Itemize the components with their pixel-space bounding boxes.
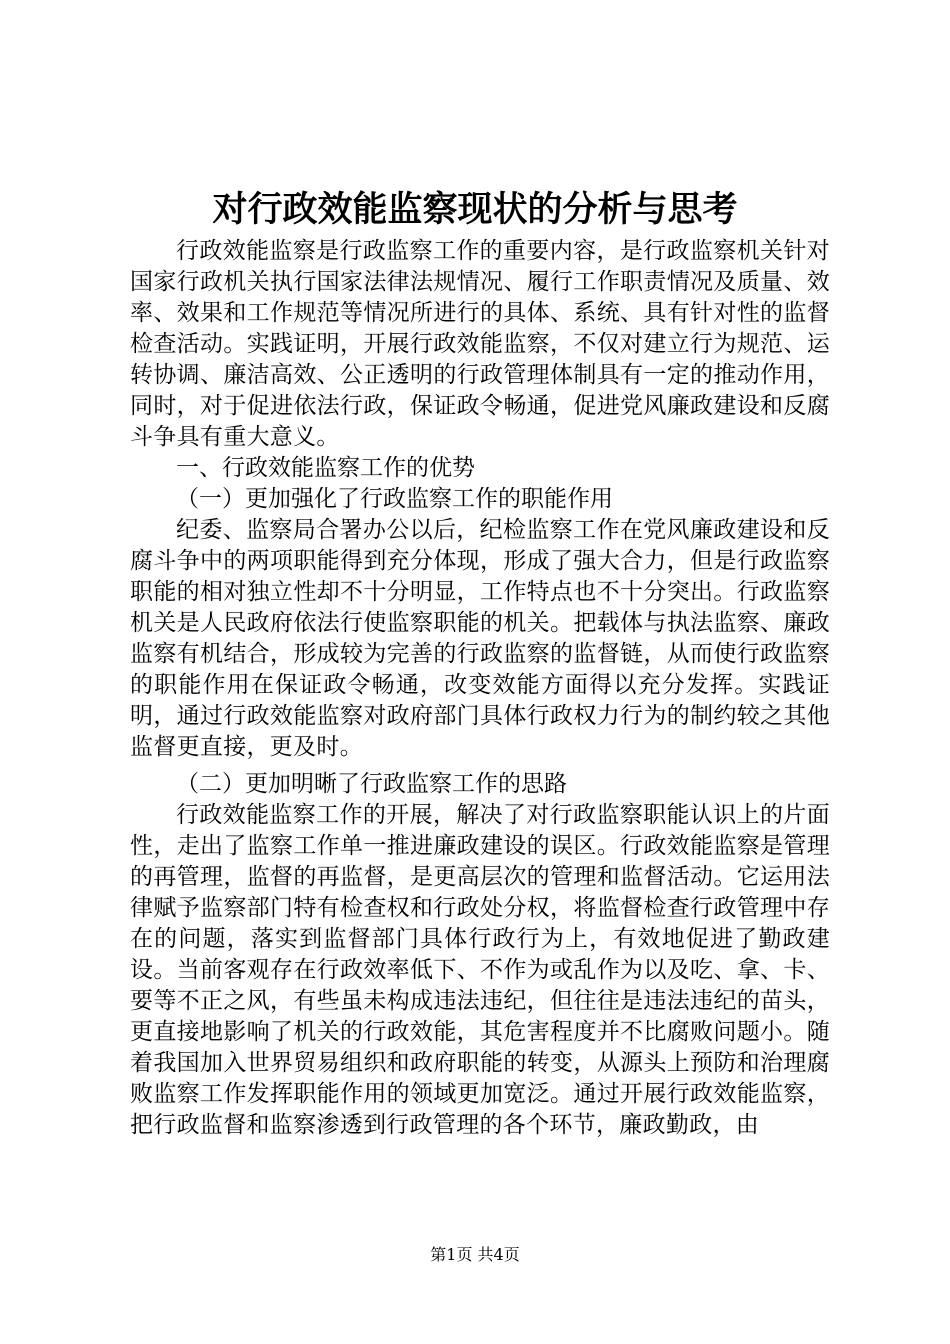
paragraph-2: 纪委、监察局合署办公以后，纪检监察工作在党风廉政建设和反腐斗争中的两项职能得到充分体现，形成了强大合力，但是行政监察职能的相对独立性却不十分明显，工作特点也不十分突出。行政监察机关是人民政府依法行使监察职能的机关。把载体与执法监察、廉政监察有机结合，形成较为完善的行政监察的监督链，从而使行政监察的职能作用在保证政令畅通，改变效能方面得以充分发挥。实践证明，通过行政效能监察对政府部门具体行政权力行为的制约较之其他监督更直接，更及时。: [130, 517, 830, 760]
page-number-footer: 第1页 共4页: [430, 1245, 520, 1264]
subheading-1: （一）更加强化了行政监察工作的职能作用: [176, 486, 613, 512]
subheading-2: （二）更加明晰了行政监察工作的思路: [176, 771, 567, 797]
section-heading: 一、行政效能监察工作的优势: [176, 455, 475, 481]
document-body: [130, 236, 830, 1141]
paragraph-3: 行政效能监察工作的开展，解决了对行政监察职能认识上的片面性，走出了监察工作单一推进廉政建设的误区。行政效能监察是管理的再管理，监督的再监督，是更高层次的管理和监督活动。它运用法律赋予监察部门特有检查权和行政处分权，将监督检查行政管理中存在的问题，落实到监督部门具体行政行为上，有效地促进了勤政建设。当前客观存在行政效率低下、不作为或乱作为以及吃、拿、卡、要等不正之风，有些虽未构成违法违纪，但往往是违法违纪的苗头，更直接地影响了机关的行政效能，其危害程度并不比腐败问题小。随着我国加入世界贸易组织和政府职能的转变，从源头上预防和治理腐败监察工作发挥职能作用的领域更加宽泛。通过开展行政效能监察，把行政监督和监察渗透到行政管理的各个环节，廉政勤政，由: [130, 802, 830, 1138]
intro-paragraph: 行政效能监察是行政监察工作的重要内容，是行政监察机关针对国家行政机关执行国家法律法规情况、履行工作职责情况及质量、效率、效果和工作规范等情况所进行的具体、系统、具有针对性的监督检查活动。实践证明，开展行政效能监察，不仅对建立行为规范、运转协调、廉洁高效、公正透明的行政管理体制具有一定的推动作用，同时，对于促进依法行政，保证政令畅通，促进党风廉政建设和反腐斗争具有重大意义。: [130, 238, 830, 450]
document-title: 对行政效能监察现状的分析与思考: [212, 189, 738, 230]
